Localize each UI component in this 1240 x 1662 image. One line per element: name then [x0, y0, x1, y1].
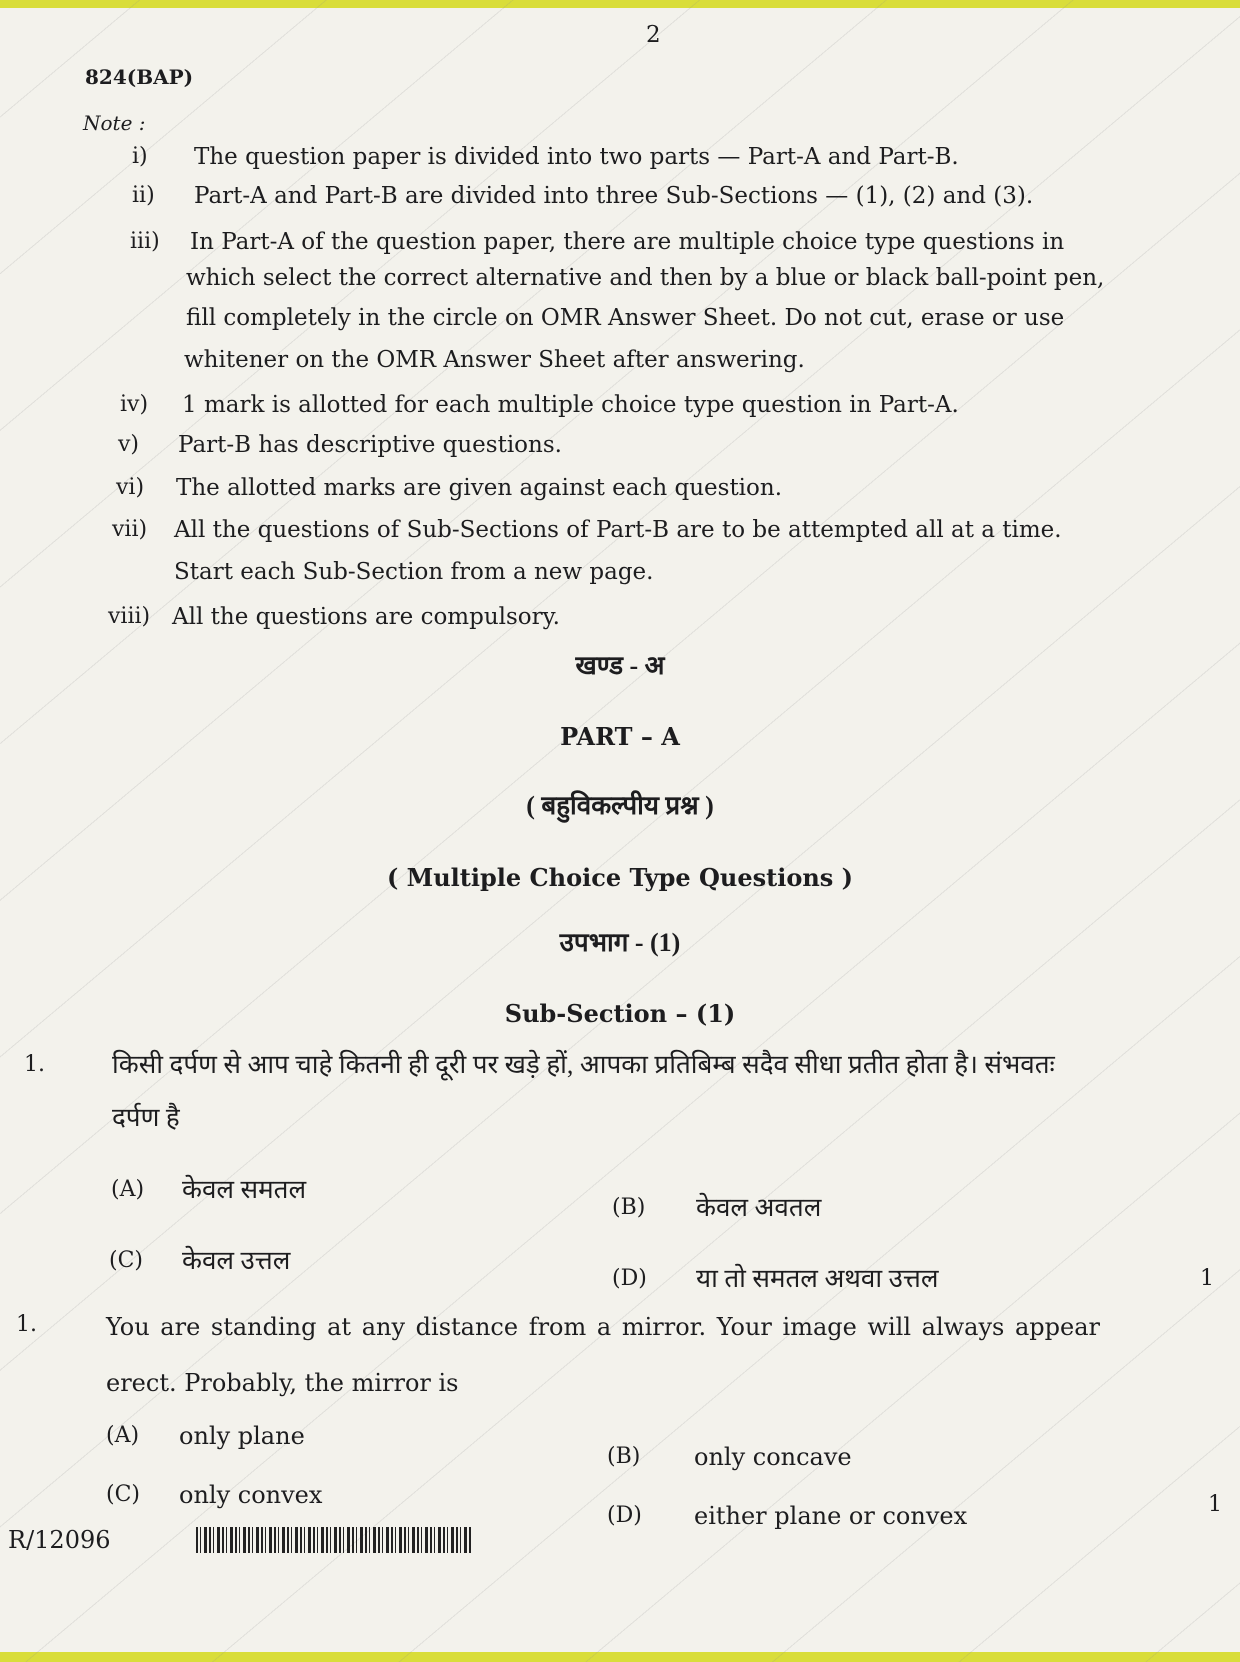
note-num: ii)	[132, 183, 155, 208]
note-text: Start each Sub-Section from a new page.	[174, 559, 654, 585]
option-label: (B)	[612, 1195, 646, 1220]
option-text: केवल उत्तल	[182, 1246, 291, 1275]
option-label: (D)	[607, 1503, 642, 1528]
question-text: erect. Probably, the mirror is	[106, 1369, 459, 1397]
subsection-heading-english: Sub-Section – (1)	[504, 999, 736, 1028]
question-text: दर्पण है	[112, 1103, 180, 1132]
option-label: (C)	[106, 1482, 140, 1507]
footer-code: R/12096	[8, 1526, 111, 1554]
note-text: which select the correct alternative and then by a blue or black ball-point pen,	[186, 265, 1105, 291]
marks: 1	[1200, 1266, 1214, 1291]
note-num: vi)	[116, 475, 145, 500]
subsection-heading-hindi: उपभाग - (1)	[559, 928, 681, 957]
note-text: All the questions of Sub-Sections of Part-B are to be attempted all at a time.	[174, 517, 1062, 543]
option-label: (B)	[607, 1444, 641, 1469]
scan-edge-top	[0, 0, 1240, 8]
option-label: (A)	[106, 1423, 140, 1448]
mcq-heading-english: ( Multiple Choice Type Questions )	[386, 863, 854, 892]
note-num: v)	[118, 432, 140, 457]
paper-code: 824(BAP)	[85, 65, 194, 89]
part-heading-english: PART – A	[560, 722, 680, 751]
option-text: केवल अवतल	[696, 1193, 822, 1222]
note-text: fill completely in the circle on OMR Answer Sheet. Do not cut, erase or use	[186, 305, 1065, 331]
option-text: either plane or convex	[694, 1502, 968, 1530]
option-text: या तो समतल अथवा उत्तल	[696, 1264, 939, 1293]
note-text: The allotted marks are given against each question.	[176, 475, 783, 501]
page-number: 2	[646, 22, 661, 48]
note-text: Part-A and Part-B are divided into three Sub-Sections — (1), (2) and (3).	[194, 183, 1034, 209]
note-num: i)	[132, 144, 148, 169]
note-text: 1 mark is allotted for each multiple choice type question in Part-A.	[182, 392, 959, 418]
note-text: In Part-A of the question paper, there are multiple choice type questions in	[190, 229, 1065, 255]
question-number: 1.	[16, 1312, 37, 1337]
note-text: Part-B has descriptive questions.	[178, 432, 562, 458]
option-text: only concave	[694, 1443, 852, 1471]
question-number: 1.	[24, 1052, 45, 1077]
scan-edge-bottom	[0, 1652, 1240, 1662]
note-text: All the questions are compulsory.	[172, 604, 560, 630]
question-text: किसी दर्पण से आप चाहे कितनी ही दूरी पर खड़े हों, आपका प्रतिबिम्ब सदैव सीधा प्रतीत होता है। संभवतः	[112, 1050, 1055, 1079]
note-num: viii)	[108, 604, 151, 629]
question-text: You are standing at any distance from a mirror. Your image will always appear	[106, 1313, 1101, 1341]
option-text: केवल समतल	[182, 1175, 307, 1204]
note-num: iii)	[130, 229, 160, 254]
part-heading-hindi: खण्ड - अ	[575, 651, 665, 680]
mcq-heading-hindi: ( बहुविकल्पीय प्रश्न )	[526, 791, 714, 820]
note-num: iv)	[120, 392, 149, 417]
note-text: The question paper is divided into two parts — Part-A and Part-B.	[194, 144, 959, 170]
marks: 1	[1208, 1492, 1222, 1517]
note-num: vii)	[112, 517, 148, 542]
barcode-icon	[196, 1527, 472, 1553]
option-label: (C)	[109, 1248, 143, 1273]
option-text: only convex	[179, 1481, 323, 1509]
option-text: only plane	[179, 1422, 305, 1450]
note-text: whitener on the OMR Answer Sheet after answering.	[184, 347, 805, 373]
option-label: (A)	[111, 1177, 145, 1202]
option-label: (D)	[612, 1266, 647, 1291]
note-label: Note :	[83, 111, 146, 135]
